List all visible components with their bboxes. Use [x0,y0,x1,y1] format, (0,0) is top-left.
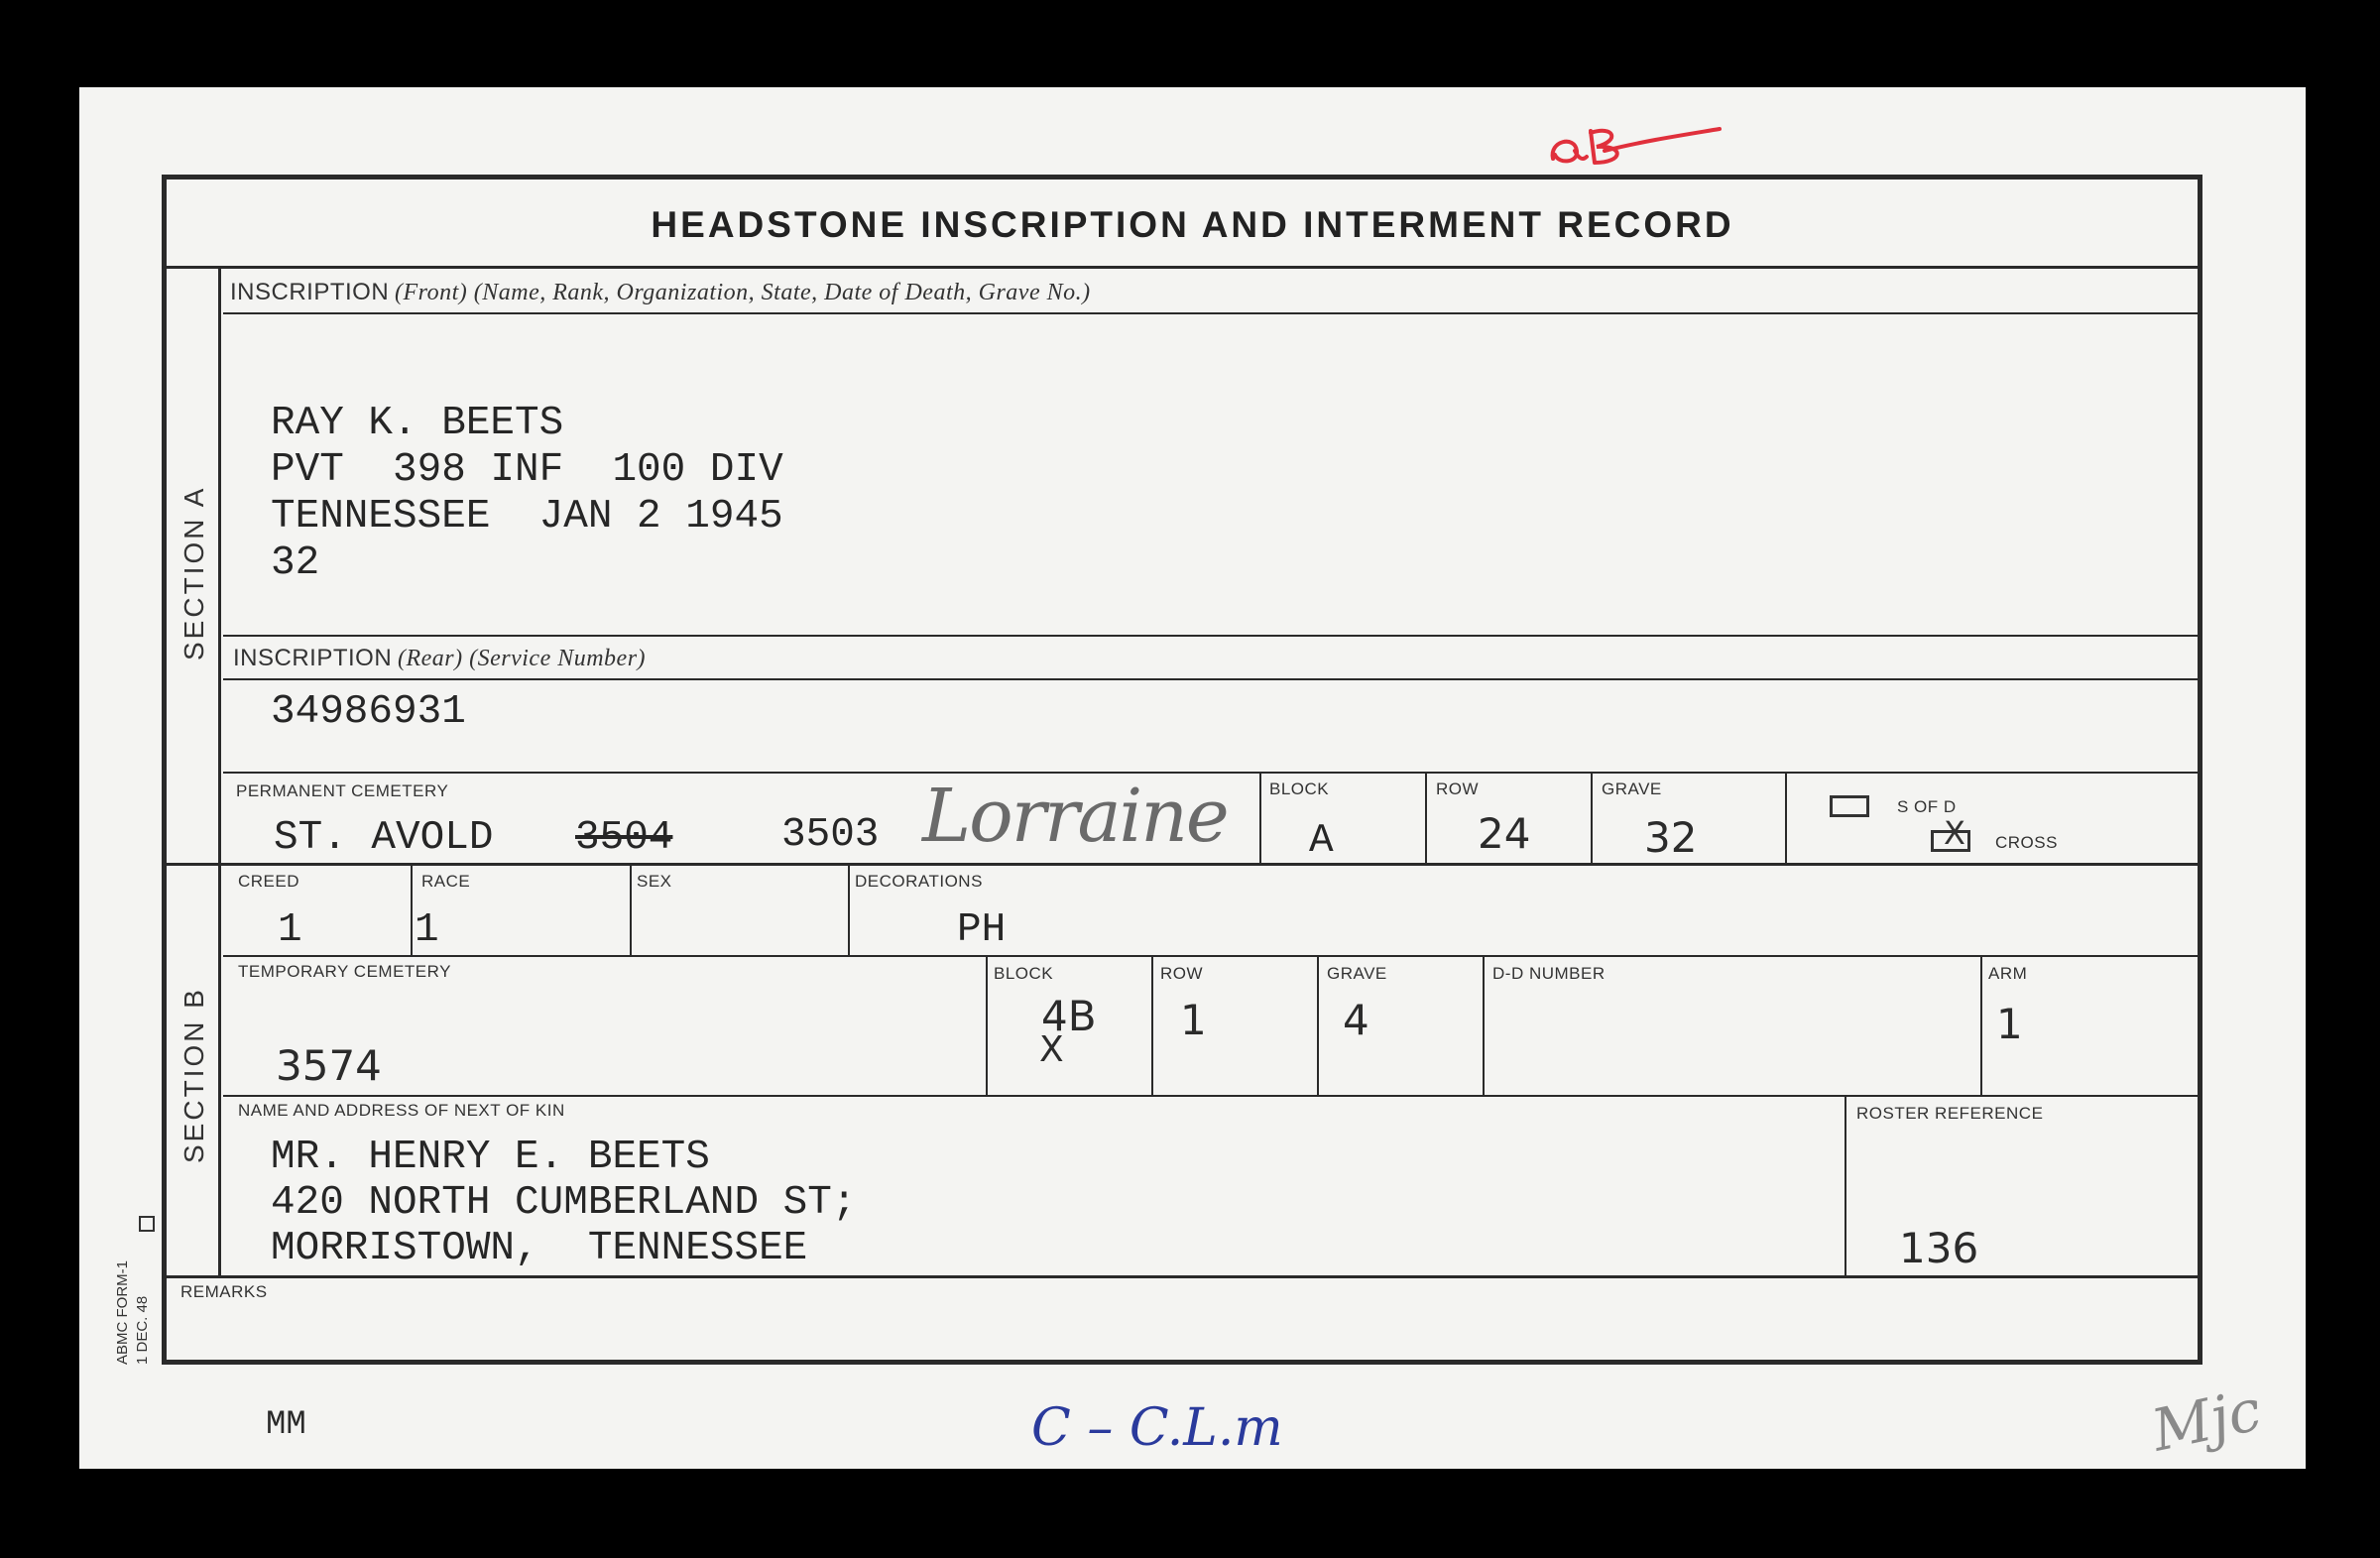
section-b-label: SECTION B [178,987,209,1163]
divider [223,635,2200,637]
divider [1483,955,1485,1095]
perm-block: A [1309,818,1334,864]
rear-inscription-label: INSCRIPTION (Rear) (Service Number) [233,645,647,671]
s-of-d-label: S OF D [1897,797,1957,816]
arm-label: ARM [1988,964,2028,983]
race-label: RACE [421,872,471,891]
form-title: HEADSTONE INSCRIPTION AND INTERMENT RECORD [651,204,1734,245]
bottom-center-annotation: C – C.L.m [1031,1398,1283,1458]
dd-number-label: D-D NUMBER [1492,964,1606,983]
divider [1425,772,1427,863]
temporary-cemetery-label: TEMPORARY CEMETERY [238,962,451,981]
divider [167,863,2200,866]
decorations-label: DECORATIONS [855,872,983,891]
next-of-kin-label: NAME AND ADDRESS OF NEXT OF KIN [238,1101,565,1120]
front-inscription-line-1: RAY K. BEETS [271,401,564,446]
creed: 1 [278,907,302,953]
form-id-box [139,1216,155,1232]
next-of-kin-line-1: MR. HENRY E. BEETS [271,1135,710,1180]
divider [223,312,2200,314]
bottom-right-initials: Mjc [2146,1376,2267,1465]
divider [167,1275,2200,1278]
front-inscription-label: INSCRIPTION (Front) (Name, Rank, Organization, State, Date of Death, Grave No.) [230,279,1091,305]
sex-label: SEX [637,872,672,891]
divider [848,863,850,955]
roster-reference: 136 [1899,1224,1979,1272]
divider [411,863,413,955]
temp-row: 1 [1180,996,1207,1044]
next-of-kin-line-3: MORRISTOWN, TENNESSEE [271,1226,808,1271]
temp-row-label: ROW [1160,964,1204,983]
cross-check-mark: X [1944,814,1965,852]
divider [1151,955,1153,1095]
front-inscription-line-3: TENNESSEE JAN 2 1945 [271,494,783,539]
front-inscription-line-2: PVT 398 INF 100 DIV [271,447,783,493]
perm-row: 24 [1478,809,1531,858]
divider [223,678,2200,680]
s-of-d-checkbox[interactable] [1830,795,1869,817]
red-initials-annotation [1545,111,1724,180]
temp-grave: 4 [1343,996,1369,1044]
record-card [79,87,2306,1469]
decorations: PH [957,907,1007,953]
permanent-cemetery-code: 3503 [781,812,880,858]
divider [1591,772,1593,863]
section-a-label: SECTION A [178,485,209,660]
divider [1980,955,1982,1095]
temporary-cemetery: 3574 [276,1041,382,1090]
temp-block-mark: X [1039,1029,1064,1070]
arm: 1 [1996,1000,2023,1048]
divider [223,955,2200,957]
remarks-label: REMARKS [180,1282,268,1301]
next-of-kin-line-2: 420 NORTH CUMBERLAND ST; [271,1180,857,1226]
temp-block-label: BLOCK [994,964,1054,983]
permanent-cemetery: ST. AVOLD [274,815,494,861]
divider [167,266,2200,269]
roster-reference-label: ROSTER REFERENCE [1856,1104,2044,1123]
service-number: 34986931 [271,689,466,735]
bottom-left-initials: MM [266,1406,306,1444]
form-id [113,1260,153,1365]
divider [1785,772,1787,863]
divider [1844,1095,1846,1275]
form-id-line-2: 1 DEC. 48 [134,1295,151,1365]
perm-grave-label: GRAVE [1602,779,1662,798]
cross-label: CROSS [1995,833,2058,852]
divider [630,863,632,955]
divider [223,1095,2200,1097]
temp-grave-label: GRAVE [1327,964,1387,983]
permanent-cemetery-label: PERMANENT CEMETERY [236,781,449,800]
divider [1317,955,1319,1095]
divider [986,955,988,1095]
form-id-line-1: ABMC FORM-1 [114,1260,131,1365]
creed-label: CREED [238,872,300,891]
front-inscription-line-4: 32 [271,540,320,586]
permanent-cemetery-code-struck: 3504 [575,815,673,861]
section-divider [218,266,221,1277]
perm-row-label: ROW [1436,779,1480,798]
permanent-cemetery-handwritten: Lorraine [922,774,1228,859]
divider [1259,772,1261,863]
perm-block-label: BLOCK [1269,779,1330,798]
race: 1 [415,907,439,953]
temp-block: 4B [1041,992,1097,1040]
perm-grave: 32 [1644,813,1698,862]
